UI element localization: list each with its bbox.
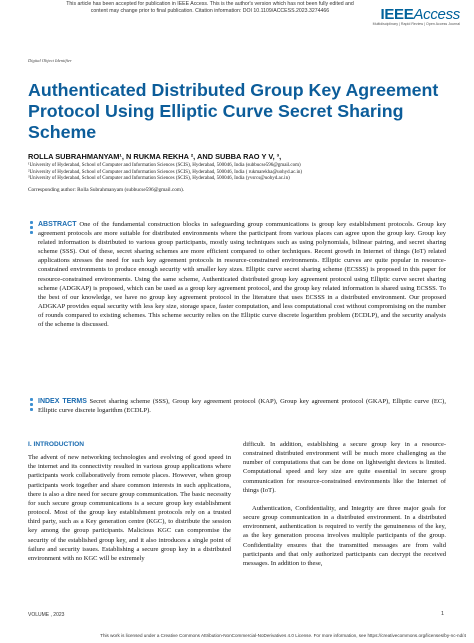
abstract-text: One of the fundamental construction blocks in safeguarding group communications is group key establishment protocols. Group key agreement protocols are more suitable for distributed environments where the participant from various places can agree upon the group key. Group key related information is distributed to various group participants, mostly using techniques such as using polynomials, bilinear pairing, and secret sharing scheme (SSS). Out of these, secret sharing schemes are more efficient compared to other techniques. Recent growth in Internet of things (IoT) related applications stresses the need for such key agreement protocols in resource-constrained environments. Elliptic curves are quite popular in resource-constrained environments to produce enough security with smaller key sizes. Elliptic curve secret sharing scheme (ECSSS) is proposed in this paper for resource-constrained environments. Using the same scheme, Authenticated distributed group key agreement protocol using Elliptic curve secret sharing scheme (ADGKAP) is proposed, which can be used as a group key agreement protocol, and the group key related information is shared using ECSSS. To the best of our knowledge, we have no group key agreement protocol in the literature that uses ECSSS in a distributed environment. Our proposed ADGKAP provides equal security with less key size, storage space, faster computation, and less computational cost without compromising on the number of rounds compared to existing schemes. This scheme security relies on the Elliptic curve discrete logarithm problem (ECDLP), and the security analysis of the scheme is discussed.: [38, 221, 446, 329]
logo-word-access: Access: [413, 6, 460, 23]
notice-line-2: content may change prior to final publication. Citation information: DOI 10.1109/ACCESS.2023.3274466: [90, 8, 330, 14]
intro-paragraph-2: difficult. In addition, establishing a secure group key in a resource-constrained distributed environment will be much more challenging as the number of computations that can be done on lightweight devices is limited. Computational speed and key size are quite essential in secure group communication for resource-constrained environments like the Internet of things (IoT).: [243, 441, 446, 494]
abstract: [38, 220, 446, 329]
affiliation-1: ¹University of Hyderabad, School of Computer and Information Sciences (SCIS), Hyderabad, 500046, India (subbucse596@gmail.com): [28, 163, 301, 168]
license-notice: This work is licensed under a Creative Commons Attribution-NonCommercial-NoDerivatives 4.0 License. For more information, see https://creativecommons.org/licenses/by-nc-nd/4: [100, 633, 466, 638]
affiliation-3: ³University of Hyderabad, School of Computer and Information Sciences (SCIS), Hyderabad, 500046, India (yvsrcs@uohyd.ac.in): [28, 176, 290, 181]
abstract-marker: [30, 221, 33, 236]
notice-line-1: This article has been accepted for publication in IEEE Access. This is the author's version which has not been fully edited and: [66, 1, 354, 7]
corresponding-author: Corresponding author: Rolla Subrahmanyam (subbucse596@gmail.com).: [28, 187, 185, 193]
index-terms-marker: [30, 398, 33, 413]
affiliations: [28, 163, 302, 183]
page-number: 1: [440, 611, 444, 617]
logo-wordmark: [373, 6, 460, 23]
publication-notice: [60, 1, 360, 15]
index-terms-text: Secret sharing scheme (SSS), Group key agreement protocol (KAP), Group key agreement protocol (GKAP), Elliptic curve (EC), Elliptic curve discrete logarithm (ECDLP).: [38, 398, 446, 415]
ieee-access-logo: [373, 6, 460, 26]
intro-paragraph-1: The advent of new networking technologies and evolving of good speed in the internet and its connectivity resulted in various group applications where participants work collaboratively from remote places. However, when group participants work together and share common interests in such applications, there is also a dire need for secure group communication. The basic necessity for such secure group communications is a secure group key establishment protocol. Most of the group key establishment protocols rely on a trusted third party, such as a Key generation centre (KGC), to distribute the session key among the group participants. Malicious KGC can compromise the security of the established group key, and it also introduces a single point of failure and security issues. Establishing a secure group key in a distributed environment with no KGC will be extremely: [28, 454, 231, 562]
column-right: [243, 440, 446, 568]
logo-word-ieee: IEEE: [380, 6, 414, 23]
index-terms-label: INDEX TERMS: [38, 398, 87, 405]
intro-paragraph-3: Authentication, Confidentiality, and Integrity are three major goals for secure group communication in a distributed environment. In a distributed environment, authentication is required to verify the genuineness of the key, as the key generation process involves multiple participants of the group. Confidentiality ensures that the transmitted messages are from valid participants and that only authorized participants can decrypt the received messages. In addition to these,: [243, 504, 446, 567]
volume-label: VOLUME , 2023: [28, 612, 65, 618]
logo-tagline: Multidisciplinary | Rapid Review | Open Access Journal: [372, 22, 460, 26]
column-left: [28, 440, 231, 563]
doi-label: Digital Object Identifier: [28, 58, 72, 63]
paper-title: Authenticated Distributed Group Key Agreement Protocol Using Elliptic Curve Secret Sharing Scheme: [28, 80, 439, 142]
author-list: ROLLA SUBRAHMANYAM¹, N RUKMA REKHA ², AND SUBBA RAO Y V, ³,: [28, 152, 282, 161]
affiliation-2: ²University of Hyderabad, School of Computer and Information Sciences (SCIS), Hyderabad, 500046, India ( rukmarekha@uohyd.ac.in): [28, 169, 303, 175]
section-heading-introduction: I. INTRODUCTION: [28, 441, 85, 448]
index-terms: [38, 397, 446, 415]
abstract-label: ABSTRACT: [38, 221, 77, 228]
